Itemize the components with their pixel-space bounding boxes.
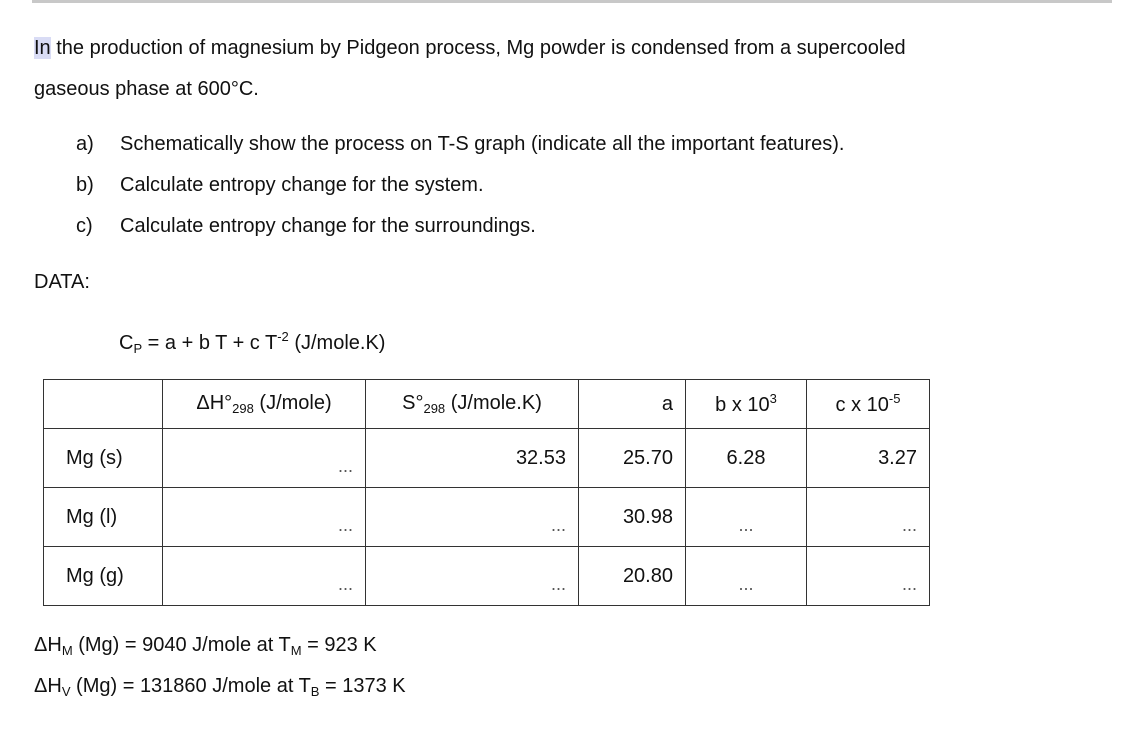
vap-symbol: ΔH [34, 675, 62, 697]
header-s-units: (J/mole.K) [445, 392, 542, 414]
header-b [686, 380, 807, 429]
cell-a: 25.70 [579, 429, 686, 488]
table-row [44, 547, 930, 606]
vap-symbol-sub: V [61, 684, 71, 699]
header-dh-sub: 298 [232, 401, 254, 416]
header-b-exp: 3 [769, 391, 777, 406]
cell-s: ... [366, 547, 579, 606]
task-item [76, 206, 844, 247]
header-c-text: c x 10 [835, 394, 889, 416]
row-species: Mg (l) [44, 488, 163, 547]
intro-line-1-text: the production of magnesium by Pidgeon process, Mg powder is condensed from a supercooled [50, 37, 906, 59]
header-s-symbol: S° [402, 392, 424, 414]
task-letter: a) [76, 133, 94, 155]
highlighted-word: In [34, 37, 51, 59]
formula-units: (J/mole.K) [288, 332, 386, 354]
header-entropy [366, 380, 579, 429]
header-dh-symbol: ΔH° [196, 392, 233, 414]
header-b-text: b x 10 [715, 394, 770, 416]
task-letter: b) [76, 174, 94, 196]
melt-temp-sub: M [290, 643, 302, 658]
row-species: Mg (s) [44, 429, 163, 488]
table-row [44, 429, 930, 488]
header-enthalpy [163, 380, 366, 429]
header-s-sub: 298 [423, 401, 446, 416]
task-item [76, 124, 844, 165]
cp-symbol: C [119, 332, 134, 354]
cp-subscript: P [133, 341, 143, 356]
row-species: Mg (g) [44, 547, 163, 606]
header-empty [44, 380, 163, 429]
melt-mid: (Mg) = 9040 J/mole at T [72, 634, 291, 656]
table-header-row [44, 380, 930, 429]
thermo-data-table [43, 379, 930, 606]
cell-s: 32.53 [366, 429, 579, 488]
data-heading: DATA: [34, 271, 90, 293]
cell-dh: ... [163, 547, 366, 606]
task-letter: c) [76, 215, 93, 237]
heat-capacity-formula [119, 316, 385, 369]
task-list [76, 124, 844, 247]
melt-symbol: ΔH [34, 634, 62, 656]
cell-b: 6.28 [686, 429, 807, 488]
data-table-wrapper [43, 379, 930, 606]
cell-a: 30.98 [579, 488, 686, 547]
cell-b: ... [686, 488, 807, 547]
formula-exponent: -2 [277, 329, 289, 344]
cell-dh: ... [163, 488, 366, 547]
task-text: Calculate entropy change for the surroundings. [120, 215, 536, 237]
cell-c: ... [807, 547, 930, 606]
header-dh-units: (J/mole) [253, 392, 332, 414]
vap-temp-sub: B [310, 684, 320, 699]
cell-a: 20.80 [579, 547, 686, 606]
melting-enthalpy-line [34, 625, 377, 671]
intro-line-2: gaseous phase at 600°C. [34, 78, 259, 100]
table-row [44, 488, 930, 547]
cell-s: ... [366, 488, 579, 547]
cell-c: 3.27 [807, 429, 930, 488]
header-c-exp: -5 [888, 391, 901, 406]
vap-mid: (Mg) = 131860 J/mole at T [70, 675, 311, 697]
intro-line-1 [34, 28, 906, 69]
formula-rhs: = a + b T + c T [142, 332, 278, 354]
top-divider [32, 0, 1112, 3]
task-text: Schematically show the process on T-S graph (indicate all the important features). [120, 133, 845, 155]
cell-b: ... [686, 547, 807, 606]
melt-symbol-sub: M [61, 643, 73, 658]
header-c [807, 380, 930, 429]
task-item [76, 165, 844, 206]
vap-rhs: = 1373 K [319, 675, 406, 697]
cell-dh: ... [163, 429, 366, 488]
task-text: Calculate entropy change for the system. [120, 174, 484, 196]
cell-c: ... [807, 488, 930, 547]
melt-rhs: = 923 K [301, 634, 377, 656]
vaporization-enthalpy-line [34, 666, 406, 712]
header-a: a [579, 380, 686, 429]
